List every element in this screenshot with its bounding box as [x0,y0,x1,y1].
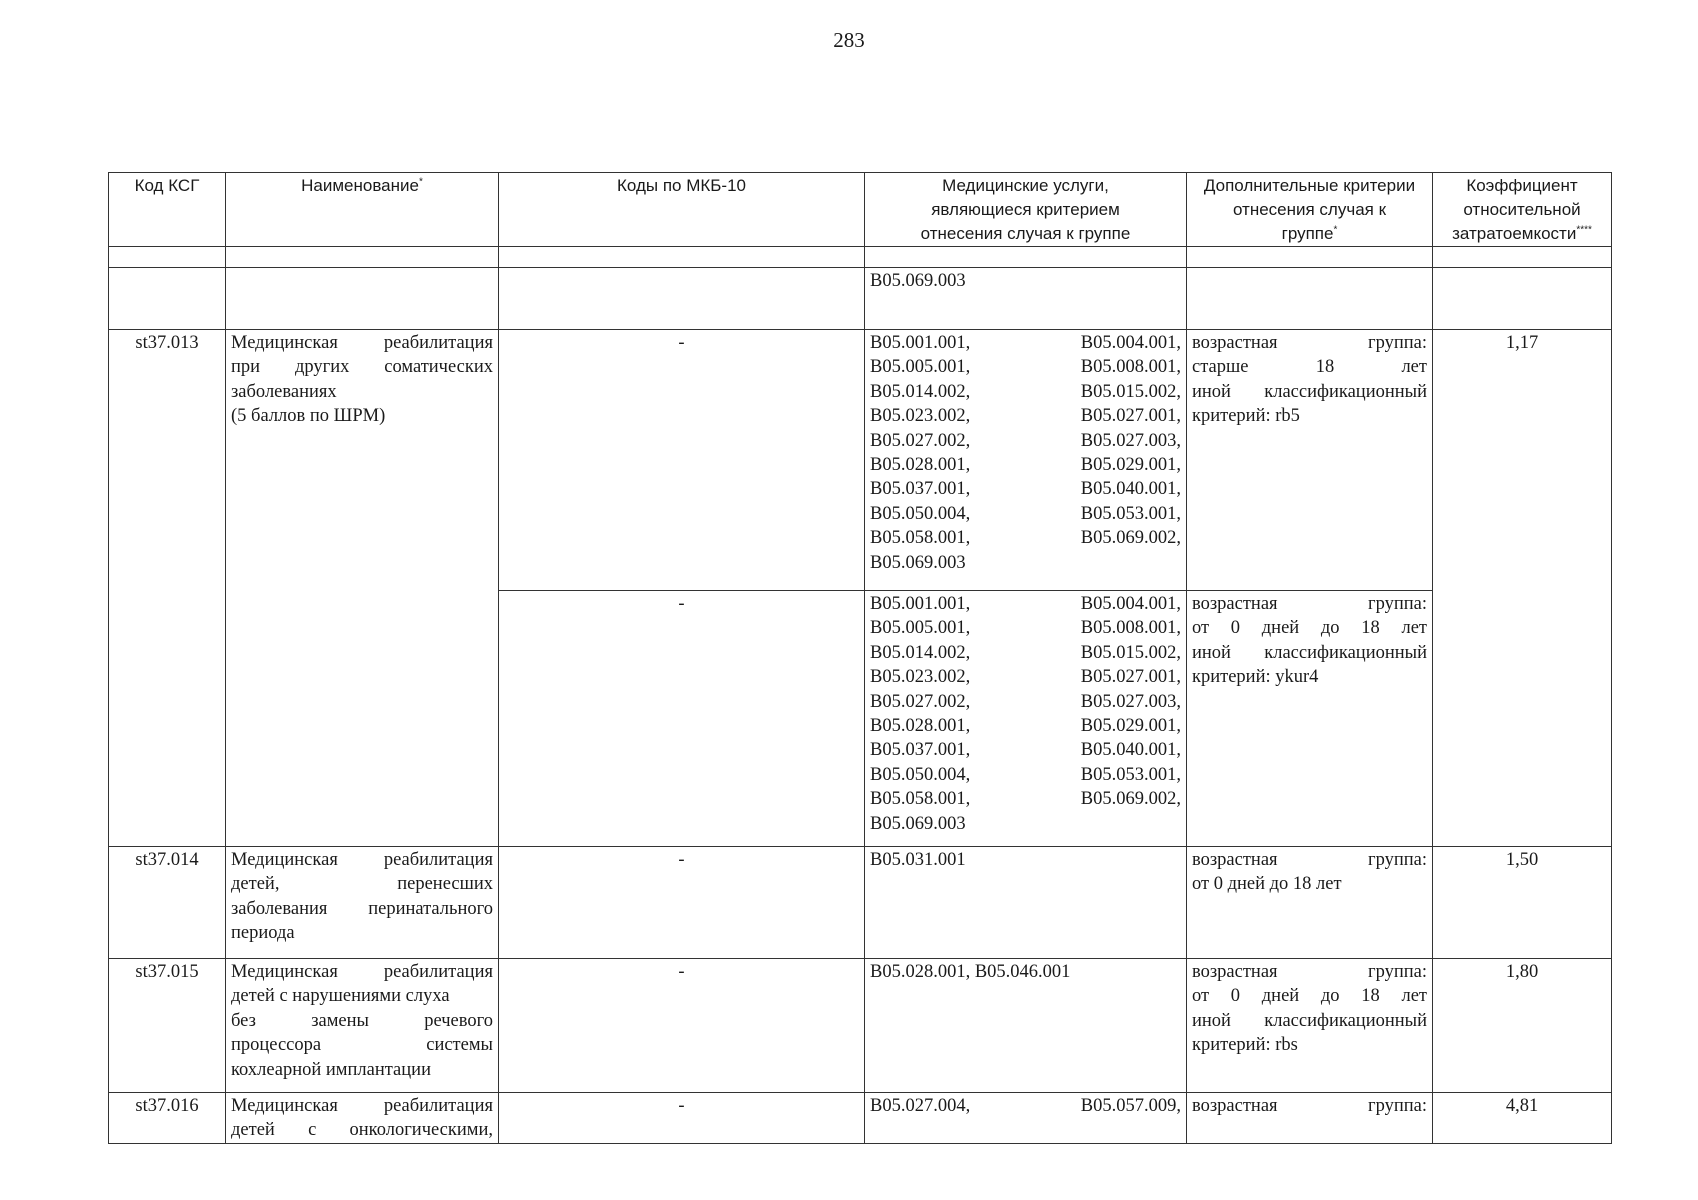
service-code: B05.001.001, [870,333,971,353]
table-row [109,330,1612,591]
service-code: B05.058.001, [870,789,971,810]
mkb-codes: - [499,330,865,591]
services-cell: B05.001.001, B05.004.001, B05.005.001, B05.008.001, B05.014.002, B05.015.002, B05.023.002, B05.027.001, B05.027.002, B05.027.003, B05.028.001, B05.029.001, B05.037.001, B05.040.001, B05.050.004, B05.053.001, B05.058.001, B05.069.002, B05.069.003 [865,330,1187,591]
criteria-cell: возрастная группа: [1187,1093,1433,1144]
service-code: B05.027.001, [1080,667,1181,688]
header-criteria: Дополнительные критерии отнесения случая к группе* [1187,173,1433,247]
header-code: Код КСГ [109,173,226,247]
service-code: B05.005.001, [870,357,971,378]
services-cell: B05.031.001 [865,847,1187,959]
service-code: B05.037.001, [870,740,971,761]
service-code: B05.023.002, [870,406,971,427]
service-code: B05.058.001, [870,528,971,549]
service-code: B05.069.002, [1080,789,1181,810]
service-code: B05.023.002, [870,667,971,688]
ksg-name: Медицинская реабилитация детей с онкологическими, [226,1093,499,1144]
service-code: B05.015.002, [1080,381,1181,402]
service-code: B05.027.002, [870,430,971,451]
service-code: B05.001.001, [870,594,971,614]
mkb-codes: - [499,847,865,959]
service-code: B05.005.001, [870,618,971,639]
header-name: Наименование* [226,173,499,247]
service-code: B05.053.001, [1080,503,1181,524]
services-cell: B05.001.001, B05.004.001, B05.005.001, B05.008.001, B05.014.002, B05.015.002, B05.023.002, B05.027.001, B05.027.002, B05.027.003, B05.028.001, B05.029.001, B05.037.001, B05.040.001, B05.050.004, B05.053.001, B05.058.001, B05.069.002, B05.069.003 [865,591,1187,847]
service-code: B05.069.002, [1080,528,1181,549]
ksg-name: Медицинская реабилитация детей, перенесших заболевания перинатального периода [226,847,499,959]
table-row [109,1093,1612,1144]
service-code: B05.028.001, [870,455,971,476]
table-row [109,847,1612,959]
criteria-cell: возрастная группа: от 0 дней до 18 лет [1187,847,1433,959]
mkb-codes: - [499,1093,865,1144]
ksg-table [108,172,1612,1144]
service-code: B05.027.001, [1080,406,1181,427]
service-code: B05.008.001, [1080,618,1181,639]
service-code: B05.053.001, [1080,764,1181,785]
service-code: B05.037.001, [870,479,971,500]
ksg-name: Медицинская реабилитация детей с нарушениями слуха без замены речевого процессора системы кохлеарной имплантации [226,959,499,1093]
service-code: B05.015.002, [1080,642,1181,663]
ksg-code: st37.016 [109,1093,226,1144]
service-code: B05.029.001, [1080,716,1181,737]
ksg-code: st37.013 [109,330,226,847]
service-code: B05.050.004, [870,764,971,785]
mkb-codes: - [499,959,865,1093]
ksg-code: st37.015 [109,959,226,1093]
services-cell: B05.027.004, B05.057.009, [865,1093,1187,1144]
criteria-cell: возрастная группа: от 0 дней до 18 лет иной классификационный критерий: rbs [1187,959,1433,1093]
header-mkb: Коды по МКБ-10 [499,173,865,247]
services-cell: B05.028.001, B05.046.001 [865,959,1187,1093]
service-code: B05.008.001, [1080,357,1181,378]
table-row [109,268,1612,330]
service-code: B05.004.001, [1080,594,1181,614]
ksg-name: Медицинская реабилитация при других соматических заболеваниях (5 баллов по ШРМ) [226,330,499,847]
service-code: B05.027.002, [870,691,971,712]
service-code: B05.027.003, [1080,691,1181,712]
table-row [109,959,1612,1093]
ksg-code: st37.014 [109,847,226,959]
page-number: 283 [833,28,865,52]
header-spacer-row [109,247,1612,268]
service-code: B05.004.001, [1080,333,1181,353]
header-coefficient: Коэффициент относительной затратоемкости**** [1433,173,1612,247]
service-code: B05.029.001, [1080,455,1181,476]
services-cell: B05.069.003 [865,268,1187,330]
service-code: B05.014.002, [870,381,971,402]
coefficient: 1,80 [1433,959,1612,1093]
header-services: Медицинские услуги, являющиеся критерием отнесения случая к группе [865,173,1187,247]
coefficient: 4,81 [1433,1093,1612,1144]
header-row [109,173,1612,247]
service-code: B05.014.002, [870,642,971,663]
service-code: B05.028.001, [870,716,971,737]
service-code: B05.040.001, [1080,740,1181,761]
coefficient: 1,50 [1433,847,1612,959]
criteria-cell: возрастная группа: от 0 дней до 18 лет иной классификационный критерий: ykur4 [1187,591,1433,847]
criteria-cell: возрастная группа: старше 18 лет иной классификационный критерий: rb5 [1187,330,1433,591]
mkb-codes: - [499,591,865,847]
service-code: B05.040.001, [1080,479,1181,500]
coefficient: 1,17 [1433,330,1612,847]
service-code: B05.027.003, [1080,430,1181,451]
service-code: B05.050.004, [870,503,971,524]
